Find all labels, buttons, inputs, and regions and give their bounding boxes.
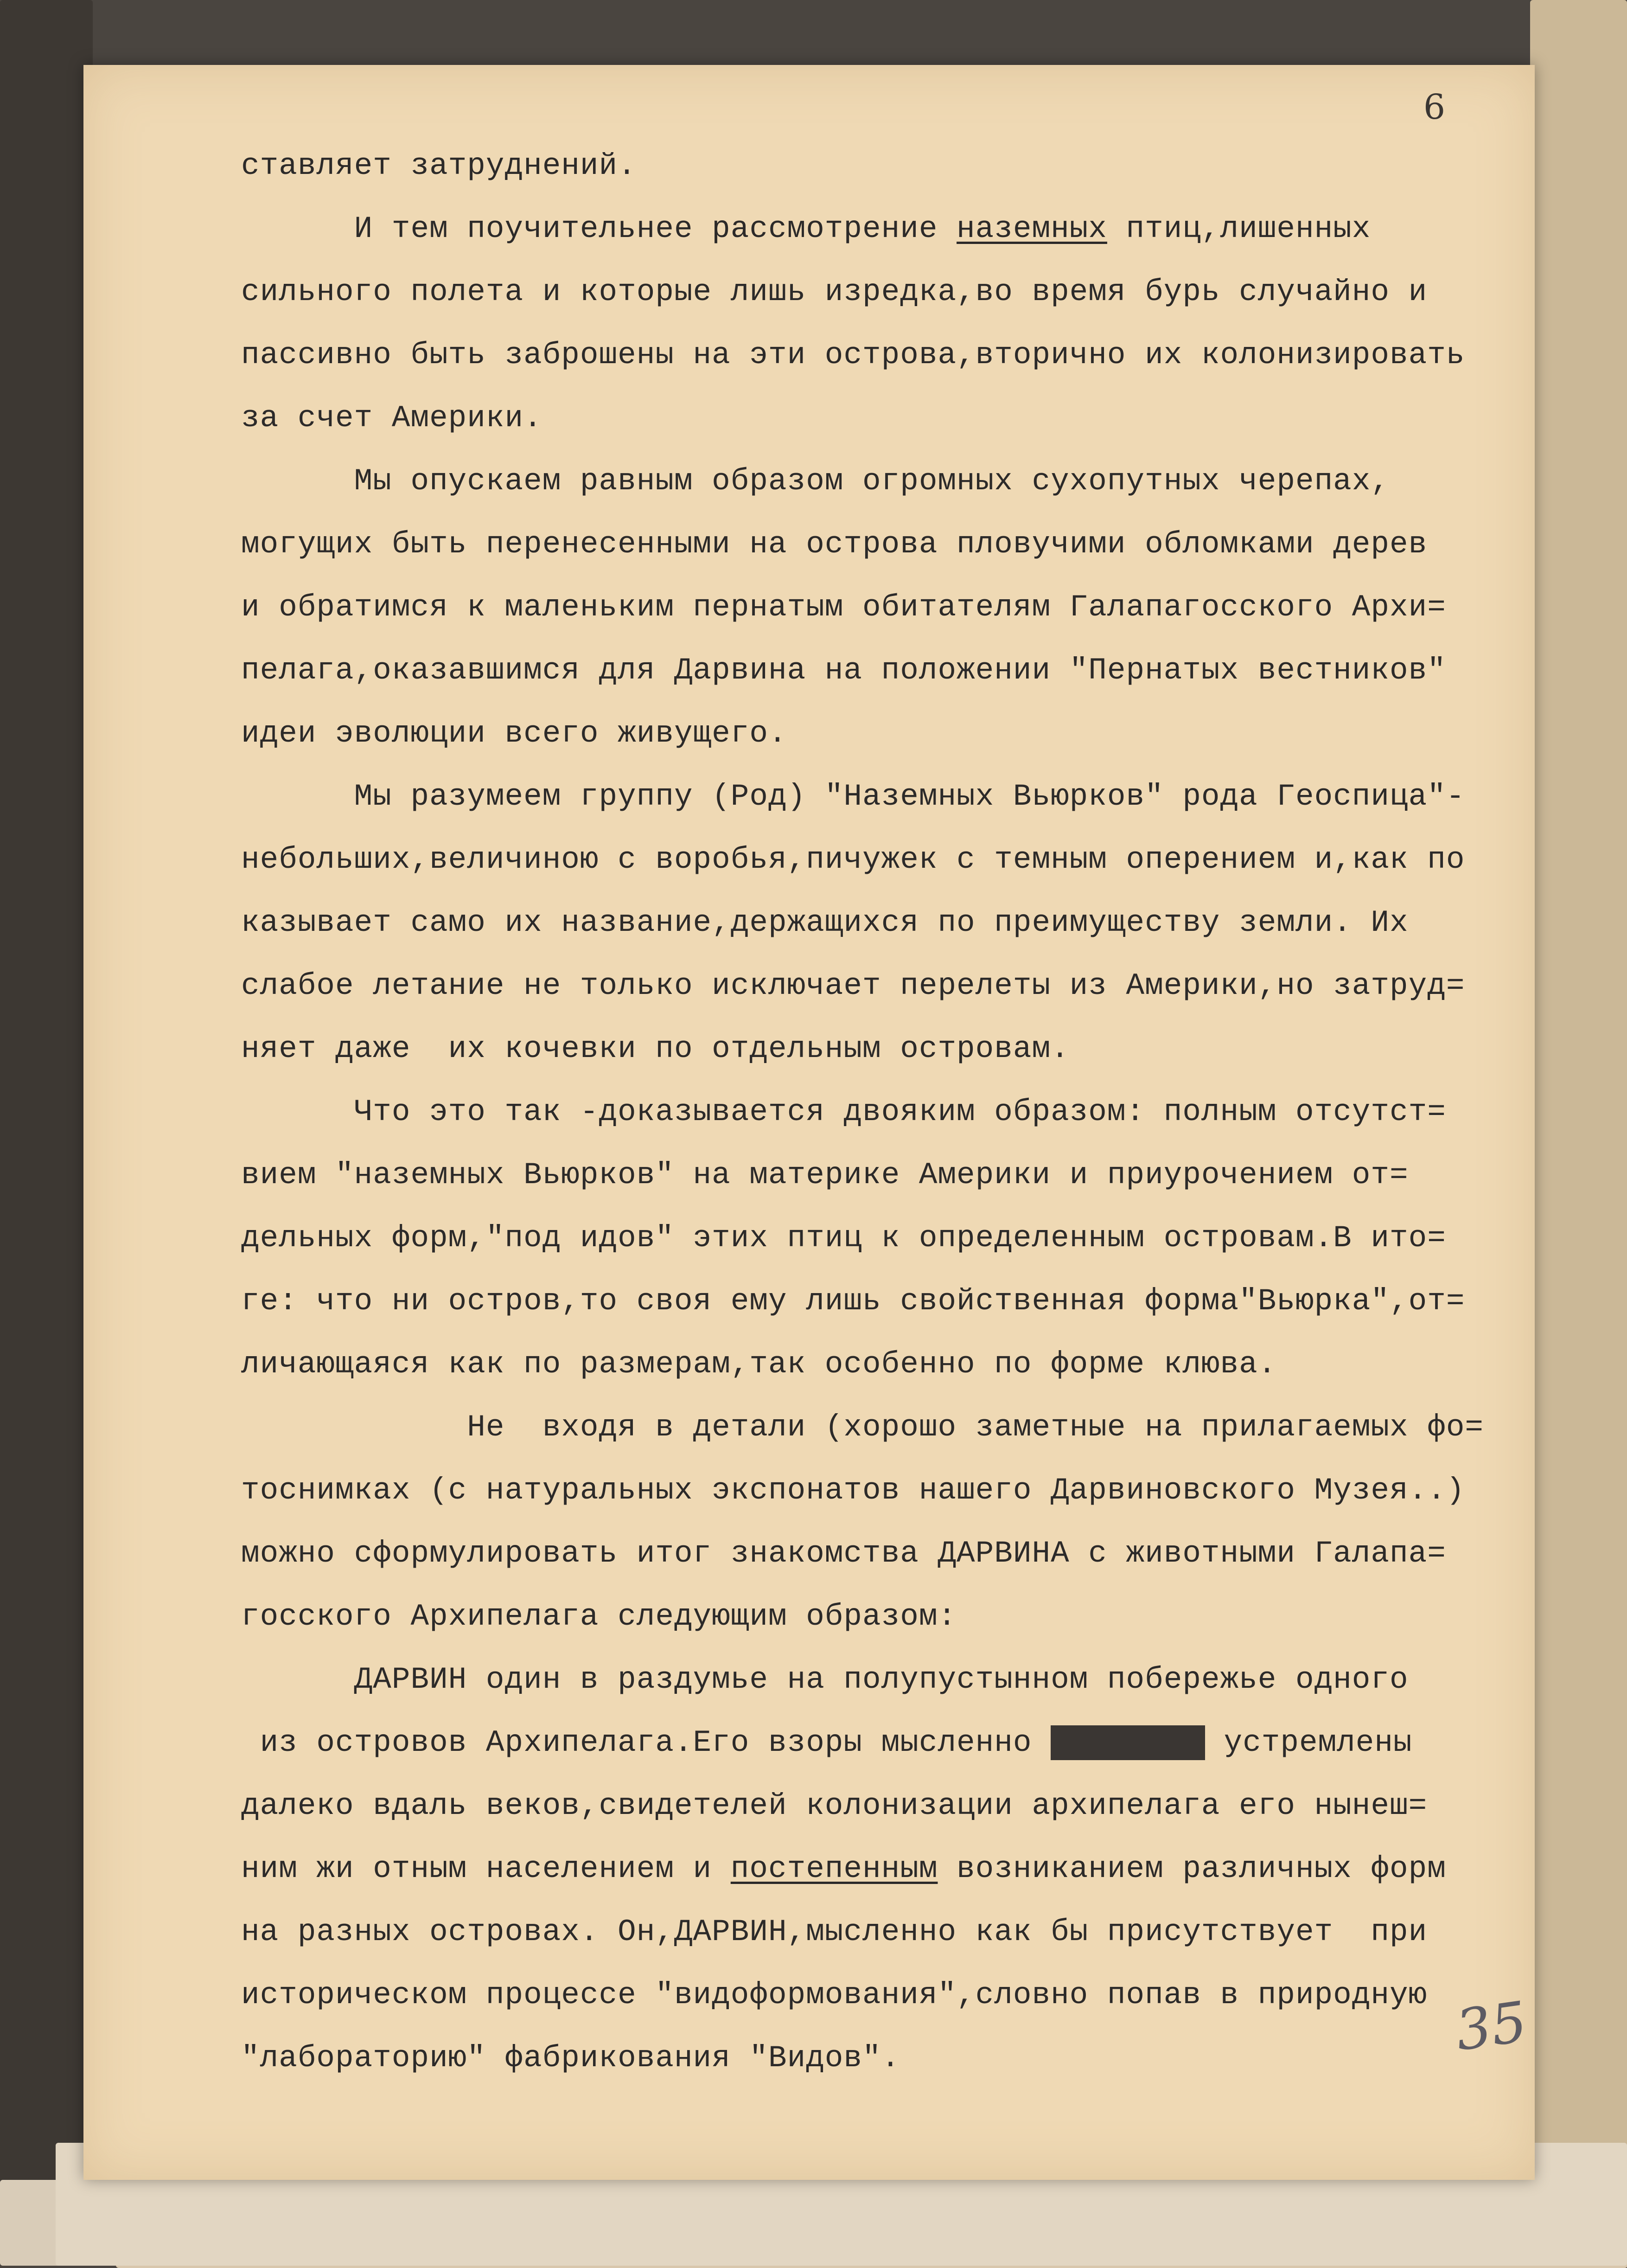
text-line — [241, 324, 1539, 387]
line-text: Мы разумеем группу (Род) "Наземных Вьюрков" рода Геоспица"- — [241, 779, 1465, 814]
underlined-word: постепенным — [730, 1852, 938, 1886]
line-text: могущих быть перенесенными на острова пловучими обломками дерев — [241, 527, 1428, 562]
text-line — [241, 1459, 1539, 1522]
text-line — [241, 702, 1539, 765]
line-text: ставляет затруднений. — [241, 148, 637, 183]
text-line — [241, 955, 1539, 1018]
line-text: госского Архипелага следующим образом: — [241, 1599, 957, 1634]
text-line — [241, 1081, 1539, 1144]
line-text-continued: возниканием различных форм — [938, 1852, 1446, 1886]
text-line — [241, 1018, 1539, 1081]
text-line — [241, 135, 1539, 198]
typed-text-body — [241, 135, 1539, 2090]
typed-page — [83, 65, 1535, 2180]
line-text: ДАРВИН один в раздумье на полупустынном побережье одного — [241, 1662, 1409, 1697]
line-text: историческом процессе "видоформования",словно попав в природную — [241, 1978, 1428, 2012]
background-shadow — [0, 0, 93, 2266]
line-text: Мы опускаем равным образом огромных сухопутных черепах, — [241, 464, 1390, 499]
struck-out-word: xxxxxxxx — [1051, 1725, 1205, 1760]
line-text: дельных форм,"под идов" этих птиц к определенным островам.В ито= — [241, 1221, 1446, 1256]
text-line — [241, 1901, 1539, 1964]
text-line — [241, 1333, 1539, 1396]
line-text: далеко вдаль веков,свидетелей колонизации архипелага его нынеш= — [241, 1788, 1428, 1823]
text-line — [241, 891, 1539, 955]
underlying-sheet-edge — [1530, 0, 1627, 2266]
text-line — [241, 2027, 1539, 2090]
text-line — [241, 765, 1539, 828]
line-text: личающаяся как по размерам,так особенно по форме клюва. — [241, 1347, 1277, 1382]
line-text: можно сформулировать итог знакомства ДАРВИНА с животными Галапа= — [241, 1536, 1446, 1571]
text-line — [241, 261, 1539, 324]
text-line — [241, 1775, 1539, 1838]
line-text: из островов Архипелага.Его взоры мысленно — [241, 1725, 1051, 1760]
line-text: пелага,оказавшимся для Дарвина на положении "Пернатых вестников" — [241, 653, 1446, 688]
text-line — [241, 1270, 1539, 1333]
line-text: небольших,величиною с воробья,пичужек с темным оперением и,как по — [241, 842, 1465, 877]
line-text: за счет Америки. — [241, 401, 542, 436]
line-text: казывает само их название,держащихся по преимуществу земли. Их — [241, 905, 1409, 940]
text-line — [241, 1585, 1539, 1648]
line-text: Не входя в детали (хорошо заметные на прилагаемых фо= — [241, 1410, 1484, 1445]
text-line — [241, 1396, 1539, 1459]
text-line — [241, 450, 1539, 513]
line-text: "лабораторию" фабрикования "Видов". — [241, 2041, 900, 2076]
line-text: пассивно быть заброшены на эти острова,вторично их колонизировать — [241, 338, 1465, 372]
text-line — [241, 1522, 1539, 1585]
text-line — [241, 1207, 1539, 1270]
line-text-continued: птиц,лишенных — [1107, 211, 1371, 246]
line-text: няет даже их кочевки по отдельным островам. — [241, 1031, 1070, 1066]
line-text: И тем поучительнее рассмотрение — [241, 211, 957, 246]
text-line — [241, 1838, 1539, 1901]
text-line — [241, 198, 1539, 261]
line-text: идеи эволюции всего живущего. — [241, 716, 787, 751]
line-text: вием "наземных Вьюрков" на материке Америки и приурочением от= — [241, 1158, 1409, 1192]
line-text: на разных островах. Он,ДАРВИН,мысленно как бы присутствует при — [241, 1915, 1428, 1949]
line-text: и обратимся к маленьким пернатым обитателям Галапагосского Архи= — [241, 590, 1446, 625]
archive-number: 35 — [1452, 1990, 1531, 2063]
text-line — [241, 513, 1539, 576]
line-text: тоснимках (с натуральных экспонатов нашего Дарвиновского Музея..) — [241, 1473, 1465, 1508]
text-line — [241, 1144, 1539, 1207]
line-text-continued: устремлены — [1205, 1725, 1412, 1760]
line-text: Что это так -доказывается двояким образом: полным отсутст= — [241, 1095, 1446, 1129]
text-line — [241, 576, 1539, 639]
line-text: ним жи отным населением и — [241, 1852, 731, 1886]
line-text: ге: что ни остров,то своя ему лишь свойственная форма"Вьюрка",от= — [241, 1284, 1465, 1319]
text-line — [241, 828, 1539, 891]
text-line — [241, 1648, 1539, 1711]
text-line — [241, 639, 1539, 702]
page-number: 6 — [1423, 87, 1446, 127]
line-text: сильного полета и которые лишь изредка,во время бурь случайно и — [241, 275, 1428, 309]
text-line — [241, 1711, 1539, 1775]
text-line — [241, 1964, 1539, 2027]
line-text: слабое летание не только исключает перелеты из Америки,но затруд= — [241, 968, 1465, 1003]
underlined-word: наземных — [957, 211, 1107, 246]
text-line — [241, 387, 1539, 450]
